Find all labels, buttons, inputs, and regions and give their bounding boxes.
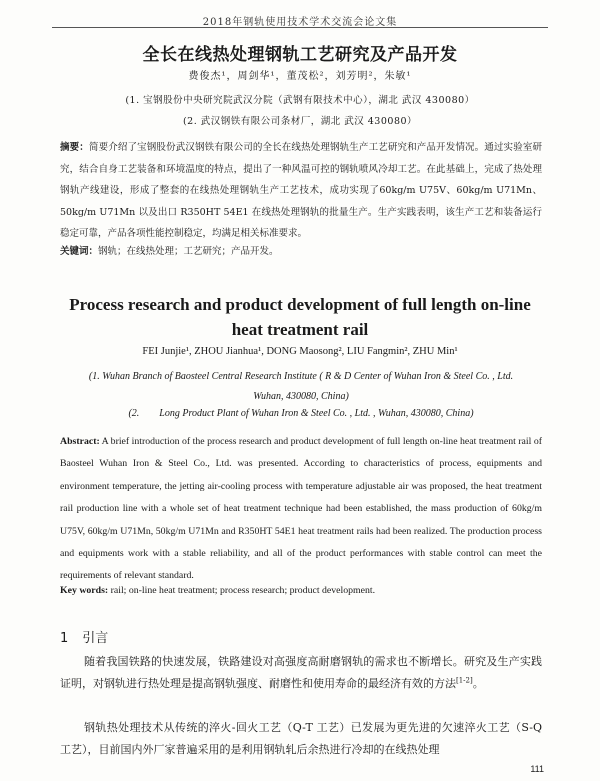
section-heading [60, 627, 108, 646]
english-affiliation-1-line-1: (1. Wuhan Branch of Baosteel Central Research Institute ( R & D Center of Wuhan Iron & Steel Co. , Ltd. [88, 371, 514, 382]
english-authors: FEI Junjie¹, ZHOU Jianhua¹, DONG Maosong², LIU Fangmin², ZHU Min¹ [142, 346, 458, 357]
paragraph-1-end: 。 [472, 677, 484, 690]
english-title-line-2: heat treatment rail [231, 320, 369, 339]
english-keywords-label: Key words: [60, 585, 109, 596]
chinese-keywords-label: 关键词： [60, 246, 99, 257]
body-paragraph-1 [60, 651, 542, 695]
chinese-affiliation-2: (2. 武汉钢铁有限公司条材厂，湖北 武汉 430080） [182, 116, 418, 127]
chinese-affiliation-1: (1. 宝钢股份中央研究院武汉分院（武钢有限技术中心），湖北 武汉 430080） [125, 95, 475, 106]
paragraph-1-text: 随着我国铁路的快速发展，铁路建设对高强度高耐磨钢轨的需求也不断增长。研究及生产实践证明，对钢轨进行热处理是提高钢轨强度、耐磨性和使用寿命的最经济有效的方法 [60, 655, 542, 690]
english-keywords-text: rail; on-line heat treatment; process research; product development. [110, 585, 376, 596]
english-affiliation-2: (2. Long Product Plant of Wuhan Iron & Steel Co. , Ltd. , Wuhan, 430080, China) [128, 408, 474, 419]
chinese-keywords-text: 钢轨；在线热处理；工艺研究；产品开发。 [98, 246, 279, 257]
english-affiliation-1-line-2: Wuhan, 430080, China) [253, 391, 349, 402]
english-abstract-text: A brief introduction of the process research and product development of full length on-line heat treatment rail of Baosteel Wuhan Iron & Steel Co., Ltd. was presented. According to characteristics of process, equipments and environment temperature, the jetting air-cooling process with temperature adjustable air was proposed, the heat treatment rail production line with a whole set of heat treatment technique had been established, the mass production of 60kg/m U75V, 60kg/m U71Mn, 50kg/m U71Mn and R350HT 54E1 heat treatment rails had been realized. The production process and equipments work with a stable reliability, and all of the product performances with stable control can meet the requirements of relevant standard. [60, 436, 542, 582]
running-header: 2018年钢轨使用技术学术交流会论文集 [202, 17, 398, 28]
chinese-title: 全长在线热处理钢轨工艺研究及产品开发 [142, 45, 458, 65]
english-title [60, 292, 540, 342]
section-title: 引言 [82, 631, 109, 646]
page-number: 111 [530, 764, 544, 774]
english-title-line-1: Process research and product development of full length on-line [69, 295, 531, 314]
english-abstract [60, 431, 542, 588]
english-abstract-label: Abstract: [60, 436, 100, 447]
header-rule [52, 27, 548, 28]
section-number: 1 [60, 631, 69, 646]
chinese-abstract-text: 简要介绍了宝钢股份武汉钢铁有限公司的全长在线热处理钢轨生产工艺研究和产品开发情况。通过实验室研究，结合自身工艺装备和环境温度的特点，提出了一种风温可控的钢轨喷风冷却工艺。在此基础上，完成了热处理钢轨产线建设，形成了整套的在线热处理钢轨生产工艺技术，成功实现了60kg/m U75V、60kg/m U71Mn、50kg/m U71Mn 以及出口 R350HT 54E1 在线热处理钢轨的批量生产。生产实践表明，该生产工艺和装备运行稳定可靠，产品各项性能控制稳定，均满足相关标准要求。 [60, 142, 542, 239]
english-keywords [60, 585, 542, 596]
chinese-authors: 费俊杰¹，周剑华¹，董茂松²，刘芳明²，朱敏¹ [188, 71, 412, 82]
chinese-keywords [60, 245, 542, 259]
citation: [1-2] [456, 676, 473, 685]
body-paragraph-2: 钢轨热处理技术从传统的淬火-回火工艺（Q-T 工艺）已发展为更先进的欠速淬火工艺（S-Q 工艺），目前国内外厂家普遍采用的是利用钢轨轧后余热进行冷却的在线热处理 [60, 721, 542, 756]
chinese-abstract [60, 137, 542, 245]
english-affiliation-1 [62, 367, 540, 407]
chinese-abstract-label: 摘要： [60, 142, 89, 153]
